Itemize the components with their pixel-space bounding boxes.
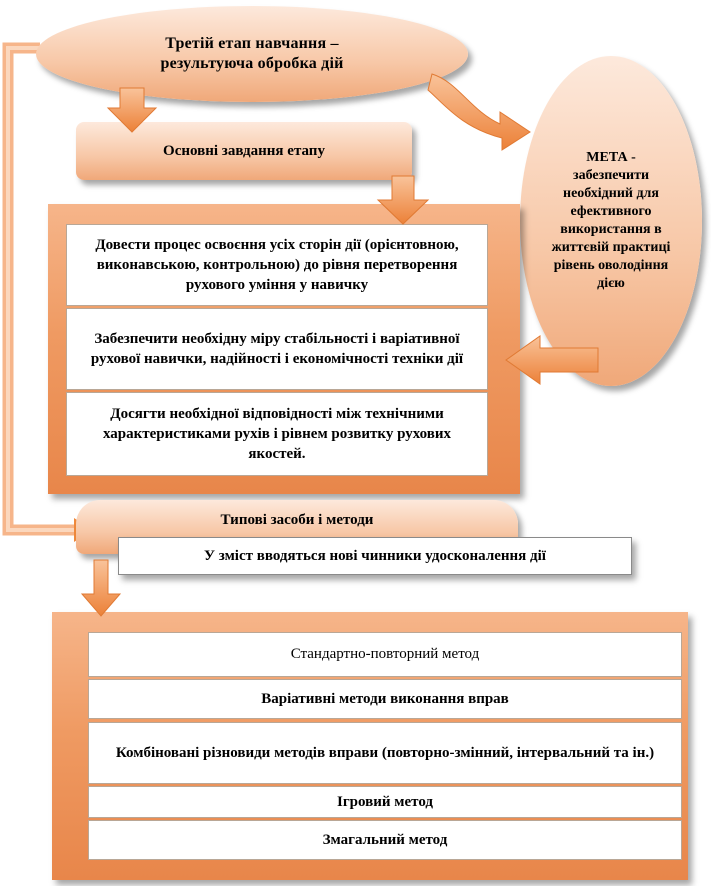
methods-header-label: Типові засоби і методи <box>220 512 374 528</box>
new-factors-text: У зміст вводяться нові чинники удосконалення дії <box>204 547 546 564</box>
task-item-text: Досягти необхідної відповідності між технічними характеристиками рухів і рівнем розвитку рухових якостей. <box>102 406 452 462</box>
stage-title-line2: результуюча обробка дій <box>160 55 344 72</box>
goal-heading: МЕТА - <box>586 150 636 165</box>
method-item-text: Варіативні методи виконання вправ <box>261 690 509 707</box>
stage-title-ellipse <box>36 6 468 102</box>
tasks-header-label: Основні завдання етапу <box>163 142 325 159</box>
task-item <box>66 224 488 306</box>
method-item <box>88 632 682 677</box>
down-arrow-to-methods-panel <box>82 560 120 616</box>
task-item-text: Забезпечити необхідну міру стабільності і варіативної рухової навички, надійності і економічності техніки дії <box>90 331 464 367</box>
method-item <box>88 679 682 719</box>
task-item-text: Довести процес освоєння усіх сторін дії (орієнтовною, виконавською, контрольною) до рівня перетворення рухового уміння у навичку <box>95 237 459 293</box>
method-item <box>88 820 682 860</box>
goal-ellipse <box>520 56 702 386</box>
method-item-text: Комбіновані різновиди методів вправи (повторно-змінний, інтервальний та ін.) <box>115 744 655 761</box>
task-item <box>66 308 488 390</box>
stage-title-line1: Третій етап навчання – <box>165 35 339 52</box>
task-item <box>66 392 488 476</box>
method-item-text: Змагальний метод <box>322 831 448 848</box>
curved-arrow-to-goal <box>428 74 530 150</box>
new-factors-box <box>118 537 632 575</box>
method-item-text: Стандартно-повторний метод <box>290 646 480 662</box>
goal-text: забезпечити необхідний для ефективного використання в життєвій практиці рівень оволодіння дією <box>551 168 671 291</box>
tasks-header <box>76 122 412 180</box>
method-item <box>88 722 682 784</box>
method-item-text: Ігровий метод <box>337 793 433 810</box>
method-item <box>88 786 682 818</box>
